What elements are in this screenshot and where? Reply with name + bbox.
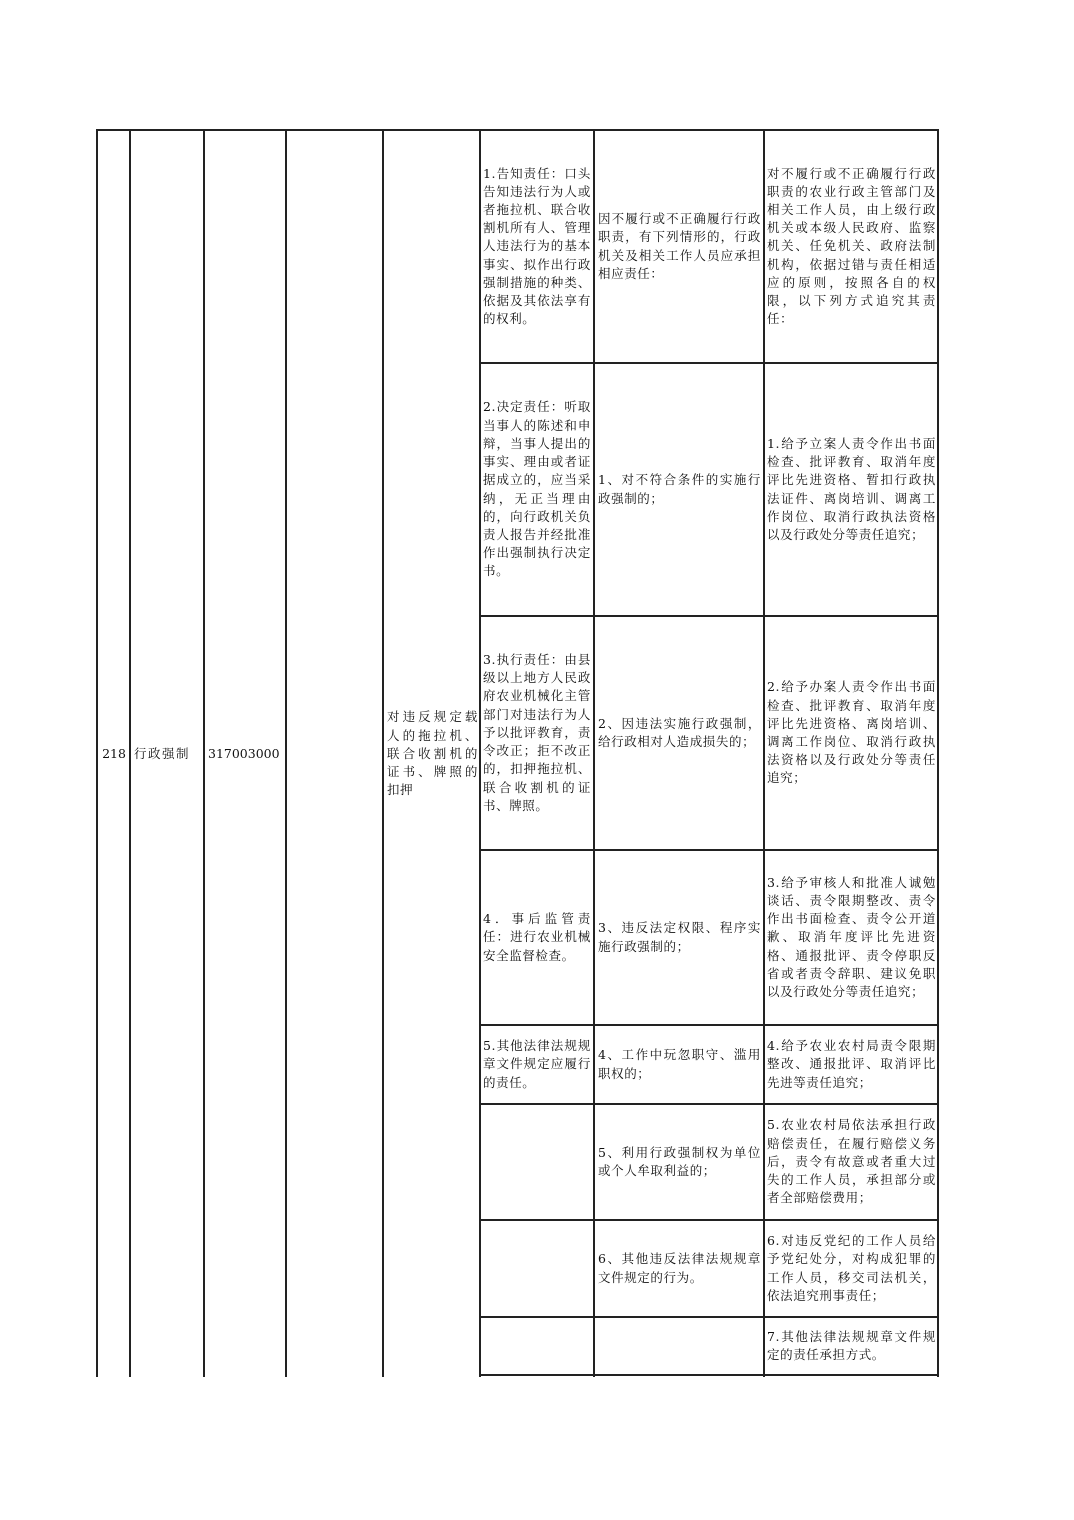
table-border-bottom-partial <box>479 1374 939 1376</box>
circumstance-cell <box>598 364 761 615</box>
duty-text: 1.告知责任：口头告知违法行为人或者拖拉机、联合收割机所有人、管理人违法行为的基本事实、拟作出行政强制措施的种类、依据及其依法享有的权利。 <box>483 165 591 327</box>
duty-cell <box>483 851 591 1024</box>
duty-text: 3.执行责任：由县级以上地方人民政府农业机械化主管部门对违法行为人予以批评教育，责令改正；拒不改正的，扣押拖拉机、联合收割机的证书、牌照。 <box>483 652 591 813</box>
matter-cell <box>387 131 478 1377</box>
table-column-divider <box>129 129 131 1377</box>
accountability-cell <box>767 131 936 362</box>
circumstance-cell <box>598 131 761 362</box>
accountability-text: 3.给予审核人和批准人诚勉谈话、责令限期整改、责令作出书面检查、责令公开道歉、取消年度评比先进资格、通报批评、责令停职反省或者责令辞职、建议免职以及行政处分等责任追究； <box>767 874 936 999</box>
accountability-cell <box>767 617 936 849</box>
duty-cell <box>483 364 591 615</box>
category-text: 行政强制 <box>134 745 191 761</box>
circumstance-cell <box>598 1221 761 1316</box>
accountability-text: 5.农业农村局依法承担行政赔偿责任，在履行赔偿义务后，责令有故意或者重大过失的工作人员，承担部分或者全部赔偿费用； <box>767 1117 936 1206</box>
duty-cell <box>483 131 591 362</box>
circumstance-cell <box>598 1318 761 1374</box>
accountability-cell <box>767 364 936 615</box>
duty-text: 4．事后监管责任：进行农业机械安全监督检查。 <box>483 911 591 963</box>
circumstance-cell <box>598 617 761 849</box>
matter-text: 对违反规定载人的拖拉机、联合收割机的证书、牌照的扣押 <box>387 709 478 798</box>
code-cell <box>208 131 284 1377</box>
table-column-divider <box>593 129 595 1377</box>
circumstance-text: 5、利用行政强制权为单位或个人牟取利益的； <box>598 1144 761 1178</box>
circumstance-text: 3、违反法定权限、程序实施行政强制的； <box>598 920 761 954</box>
accountability-text: 4.给予农业农村局责令限期整改、通报批评、取消评比先进等责任追究； <box>767 1038 936 1090</box>
duty-cell <box>483 617 591 849</box>
circumstance-cell <box>598 1105 761 1219</box>
category-cell <box>134 131 202 1377</box>
table-column-divider <box>285 129 287 1377</box>
table-column-divider <box>763 129 765 1377</box>
duty-cell <box>483 1221 591 1316</box>
accountability-cell <box>767 1318 936 1374</box>
circumstance-text: 1、对不符合条件的实施行政强制的； <box>598 472 761 506</box>
accountability-cell <box>767 1221 936 1316</box>
circumstance-text: 4、工作中玩忽职守、滥用职权的； <box>598 1047 761 1081</box>
accountability-cell <box>767 851 936 1024</box>
table-column-divider <box>382 129 384 1377</box>
accountability-cell <box>767 1026 936 1103</box>
circumstance-cell <box>598 851 761 1024</box>
accountability-text: 对不履行或不正确履行行政职责的农业行政主管部门及相关工作人员，由上级行政机关或本级人民政府、监察机关、任免机关、政府法制机构，依据过错与责任相适应的原则，按照各自的权限，以下列方式追究其责任： <box>767 165 936 327</box>
accountability-text: 1.给予立案人责令作出书面检查、批评教育、取消年度评比先进资格、暂扣行政执法证件、离岗培训、调离工作岗位、取消行政执法资格以及行政处分等责任追究； <box>767 435 936 542</box>
duty-text: 2.决定责任：听取当事人的陈述和申辩，当事人提出的事实、理由或者证据成立的，应当采纳，无正当理由的，向行政机关负责人报告并经批准作出强制执行决定书。 <box>483 399 591 579</box>
code-text: 317003000 <box>208 745 280 761</box>
accountability-text: 7.其他法律法规规章文件规定的责任承担方式。 <box>767 1328 936 1362</box>
duty-text: 5.其他法律法规规章文件规定应履行的责任。 <box>483 1038 591 1090</box>
circumstance-text: 因不履行或不正确履行行政职责，有下列情形的，行政机关及相关工作人员应承担相应责任： <box>598 211 761 281</box>
table-border-right <box>937 129 939 1377</box>
seq-number: 218 <box>102 745 126 761</box>
accountability-text: 2.给予办案人责令作出书面检查、批评教育、取消年度评比先进资格、离岗培训、调离工作岗位、取消行政执法资格以及行政处分等责任追究； <box>767 679 936 786</box>
table-column-divider <box>479 129 481 1377</box>
name-cell <box>290 131 380 1377</box>
table-border-left <box>96 129 98 1377</box>
circumstance-text: 2、因违法实施行政强制，给行政相对人造成损失的； <box>598 715 761 749</box>
duty-cell <box>483 1105 591 1219</box>
seq-cell <box>99 131 129 1377</box>
duty-cell <box>483 1026 591 1103</box>
duty-cell <box>483 1318 591 1374</box>
circumstance-text: 6、其他违反法律法规规章文件规定的行为。 <box>598 1251 761 1285</box>
accountability-cell <box>767 1105 936 1219</box>
accountability-text: 6.对违反党纪的工作人员给予党纪处分，对构成犯罪的工作人员，移交司法机关，依法追究刑事责任； <box>767 1233 936 1303</box>
circumstance-cell <box>598 1026 761 1103</box>
table-column-divider <box>203 129 205 1377</box>
